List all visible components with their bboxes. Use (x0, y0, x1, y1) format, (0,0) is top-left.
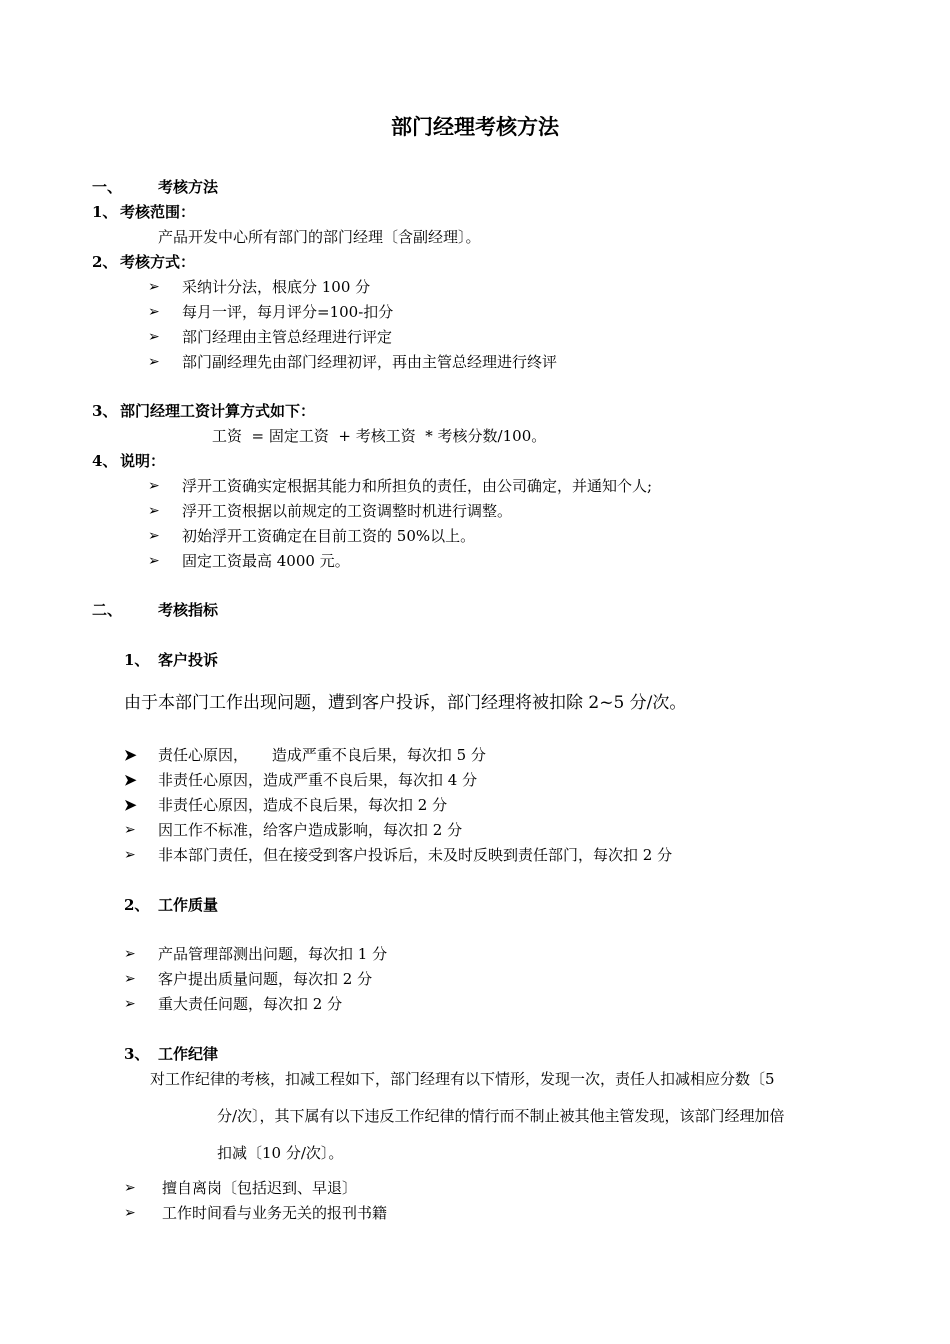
discipline-paragraph-line-1: 对工作纪律的考核，扣减工程如下，部门经理有以下情形，发现一次，责任人扣减相应分数〔5 (150, 1070, 775, 1088)
bullet-arrow-icon: ➢ (124, 1180, 136, 1196)
salary-formula: 工资 = 固定工资 + 考核工资 * 考核分数/100。 (212, 427, 547, 445)
bullet-arrow-icon: ➢ (124, 946, 136, 962)
list-item: 浮开工资确实定根据其能力和所担负的责任，由公司确定，并通知个人; (182, 477, 653, 495)
list-item: 部门经理由主管总经理进行评定 (182, 328, 393, 346)
document-title: 部门经理考核方法 (391, 114, 559, 139)
subsection-3-number: 3、 (124, 1045, 150, 1063)
item-1-heading: 考核范围： (120, 203, 196, 221)
bullet-arrow-icon: ➢ (148, 354, 160, 370)
list-item: 每月一评，每月评分=100-扣分 (182, 303, 394, 321)
item-4-number: 4、 (92, 452, 118, 470)
bullet-arrow-icon: ➢ (124, 1205, 136, 1221)
bullet-arrow-icon: ➢ (148, 478, 160, 494)
list-item: 客户提出质量问题，每次扣 2 分 (158, 970, 373, 988)
bullet-arrow-icon: ➢ (124, 847, 136, 863)
bullet-arrow-icon: ➢ (148, 304, 160, 320)
list-item: 因工作不标准，给客户造成影响，每次扣 2 分 (158, 821, 463, 839)
item-3-heading: 部门经理工资计算方式如下： (120, 402, 316, 420)
list-item: 擅自离岗〔包括迟到、早退〕 (162, 1179, 358, 1197)
list-item: 重大责任问题，每次扣 2 分 (158, 995, 343, 1013)
subsection-2-number: 2、 (124, 896, 150, 914)
discipline-paragraph-line-3: 扣减〔10 分/次〕。 (217, 1144, 344, 1162)
bullet-arrow-icon: ➢ (124, 996, 136, 1012)
list-item: 非责任心原因，造成严重不良后果，每次扣 4 分 (158, 771, 478, 789)
subsection-3-heading: 工作纪律 (158, 1045, 219, 1063)
bullet-arrow-icon: ➢ (148, 503, 160, 519)
item-1-text: 产品开发中心所有部门的部门经理〔含副经理〕。 (158, 228, 481, 246)
item-4-heading: 说明： (120, 452, 166, 470)
bullet-arrow-icon: ➤ (124, 746, 137, 764)
section-1-heading: 考核方法 (158, 178, 219, 196)
bullet-arrow-icon: ➤ (124, 771, 137, 789)
subsection-1-heading: 客户投诉 (158, 651, 219, 669)
bullet-arrow-icon: ➢ (148, 279, 160, 295)
list-item: 工作时间看与业务无关的报刊书籍 (162, 1204, 388, 1222)
item-2-number: 2、 (92, 253, 118, 271)
subsection-2-heading: 工作质量 (158, 896, 219, 914)
list-item: 责任心原因， 造成严重不良后果，每次扣 5 分 (158, 746, 486, 764)
list-item: 浮开工资根据以前规定的工资调整时机进行调整。 (182, 502, 513, 520)
bullet-arrow-icon: ➢ (124, 971, 136, 987)
list-item: 部门副经理先由部门经理初评，再由主管总经理进行终评 (182, 353, 558, 371)
list-item: 产品管理部测出问题，每次扣 1 分 (158, 945, 388, 963)
bullet-arrow-icon: ➢ (148, 329, 160, 345)
list-item: 初始浮开工资确定在目前工资的 50%以上。 (182, 527, 476, 545)
bullet-arrow-icon: ➢ (124, 822, 136, 838)
list-item: 非本部门责任，但在接受到客户投诉后，未及时反映到责任部门，每次扣 2 分 (158, 846, 673, 864)
subsection-1-number: 1、 (124, 651, 150, 669)
section-2-number: 二、 (92, 601, 123, 619)
bullet-arrow-icon: ➢ (148, 528, 160, 544)
section-2-heading: 考核指标 (158, 601, 219, 619)
item-2-heading: 考核方式： (120, 253, 196, 271)
complaint-intro: 由于本部门工作出现问题，遭到客户投诉，部门经理将被扣除 2~5 分/次。 (124, 693, 687, 713)
section-1-number: 一、 (92, 178, 123, 196)
bullet-arrow-icon: ➤ (124, 796, 137, 814)
item-3-number: 3、 (92, 402, 118, 420)
item-1-number: 1、 (92, 203, 118, 221)
list-item: 固定工资最高 4000 元。 (182, 552, 350, 570)
discipline-paragraph-line-2: 分/次〕，其下属有以下违反工作纪律的情行而不制止被其他主管发现，该部门经理加倍 (217, 1107, 785, 1125)
list-item: 采纳计分法，根底分 100 分 (182, 278, 371, 296)
bullet-arrow-icon: ➢ (148, 553, 160, 569)
list-item: 非责任心原因，造成不良后果，每次扣 2 分 (158, 796, 448, 814)
